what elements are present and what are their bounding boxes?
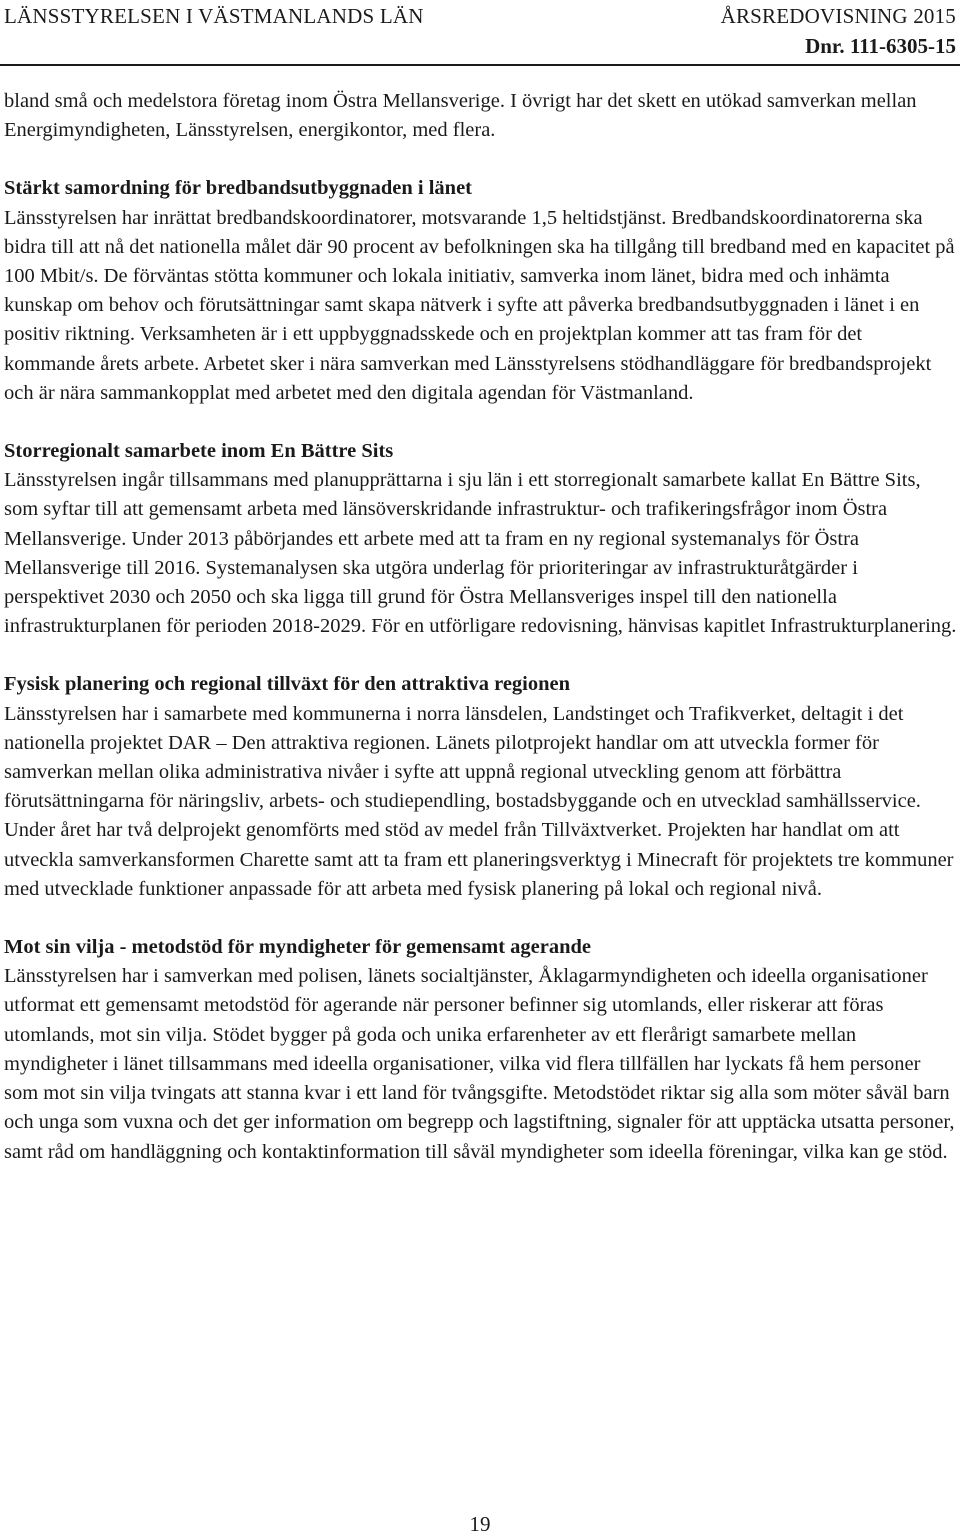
section-body: Länsstyrelsen ingår tillsammans med planupprättarna i sju län i ett storregionalt samarbete kallat En Bättre Sits, som syftar till att gemensamt arbeta med länsöverskridande infrastruktur- och trafikeringsfrågor inom Östra Mellansverige. Under 2013 påbörjandes ett arbete med att ta fram en ny regional systemanalys för Östra Mellansverige till 2016. Systemanalysen ska utgöra underlag för prioriteringar av infrastrukturåtgärder i perspektivet 2030 och 2050 och ska ligga till grund för Östra Mellansveriges inspel till den nationella infrastrukturplanen för perioden 2018-2029. För en utförligare redovisning, hänvisas kapitlet Infrastrukturplanering. [4, 469, 957, 638]
paragraph-gap [4, 145, 958, 174]
paragraph-gap [4, 904, 958, 933]
section-title: Fysisk planering och regional tillväxt för den attraktiva regionen [4, 673, 571, 696]
header-reference-number: Dnr. 111-6305-15 [805, 34, 956, 58]
header-report-title: ÅRSREDOVISNING 2015 [720, 4, 956, 28]
section-broadband [4, 174, 958, 408]
intro-paragraph: bland små och medelstora företag inom Östra Mellansverige. I övrigt har det skett en utökad samverkan mellan Energimyndigheten, Länsstyrelsen, energikontor, med flera. [4, 90, 917, 142]
section-physical-planning [4, 670, 958, 904]
section-en-battre-sits [4, 437, 958, 641]
paragraph-gap [4, 408, 958, 437]
paragraph-gap [4, 641, 958, 670]
section-title: Stärkt samordning för bredbandsutbyggnaden i länet [4, 177, 472, 200]
header-organization: LÄNSSTYRELSEN I VÄSTMANLANDS LÄN [4, 4, 424, 28]
section-mot-sin-vilja [4, 933, 958, 1167]
page-header [0, 0, 960, 70]
section-body: Länsstyrelsen har i samverkan med polisen, länets socialtjänster, Åklagarmyndigheten och ideella organisationer utformat ett gemensamt metodstöd för agerande när personer befinner sig utomlands, eller riskerar att föras utomlands, mot sin vilja. Stödet bygger på goda och unika erfarenheter av ett flerårigt samarbete mellan myndigheter i länet tillsammans med ideella organisationer, vilka vid flera tillfällen har lyckats få hem personer som mot sin vilja tvingats att stanna kvar i ett land för tvångsgifte. Metodstödet riktar sig alla som möter såväl barn och unga som vuxna och det ger information om begrepp och lagstiftning, signaler för att upptäcka utsatta personer, samt råd om handläggning och kontaktinformation till såväl myndigheter som ideella föreningar, vilka kan ge stöd. [4, 965, 955, 1163]
section-title: Storregionalt samarbete inom En Bättre Sits [4, 440, 394, 463]
page-number: 19 [469, 1512, 491, 1536]
section-title: Mot sin vilja - metodstöd för myndigheter för gemensamt agerande [4, 936, 592, 959]
section-body: Länsstyrelsen har inrättat bredbandskoordinatorer, motsvarande 1,5 heltidstjänst. Bredbandskoordinatorerna ska bidra till att nå det nationella målet där 90 procent av befolkningen ska ha tillgång till bredband med en kapacitet på 100 Mbit/s. De förväntas stötta kommuner och lokala initiativ, samverka inom länet, bidra med och inhämta kunskap om behov och förutsättningar samt skapa nätverk i syfte att påverka bredbandsutbyggnaden i länet i en positiv riktning. Verksamheten är i ett uppbyggnadsskede och en projektplan kommer att tas fram för det kommande årets arbete. Arbetet sker i nära samverkan med Länsstyrelsens stödhandläggare för bredbandsprojekt och är nära sammankopplat med arbetet med den digitala agendan för Västmanland. [4, 206, 955, 404]
header-divider [0, 64, 960, 66]
section-body: Länsstyrelsen har i samarbete med kommunerna i norra länsdelen, Landstinget och Trafikverket, deltagit i det nationella projektet DAR – Den attraktiva regionen. Länets pilotprojekt handlar om att utveckla former för samverkan mellan olika administrativa nivåer i syfte att uppnå regional utveckling genom att förbättra förutsättningarna för näringsliv, arbets- och studiependling, bostadsbyggande och en utvecklad samhällsservice. Under året har två delprojekt genomförts med stöd av medel från Tillväxtverket. Projekten har handlat om att utveckla samverkansformen Charette samt att ta fram ett planeringsverktyg i Minecraft för projektets tre kommuner med utvecklade funktioner anpassade för att arbeta med fysisk planering på lokal och regional nivå. [4, 702, 954, 900]
document-body [4, 87, 958, 1167]
